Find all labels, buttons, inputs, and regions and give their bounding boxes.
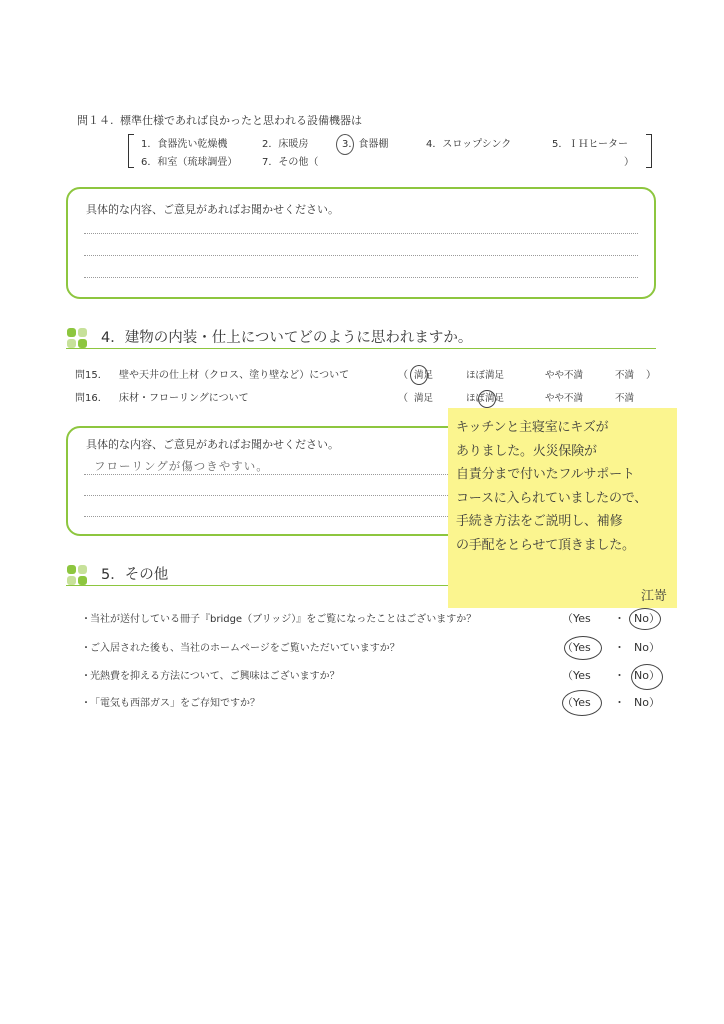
s5-q4-text: 「電気も西部ガス」をご存知ですか？ xyxy=(90,698,260,709)
sticky-signature: 江嵜 xyxy=(640,589,667,604)
s5-q4-dot: ・ xyxy=(614,696,625,709)
sticky-line-1: キッチンと主寝室にキズが xyxy=(456,420,609,435)
comment-box-1-prompt: 具体的な内容、ご意見があればお聞かせください。 xyxy=(86,203,339,216)
s5-q3-text: 光熱費を抑える方法について、ご興味はございますか？ xyxy=(90,671,340,682)
bullet: ・ xyxy=(81,614,91,625)
sticky-line-5: 手続き方法をご説明し、補修 xyxy=(456,514,623,529)
sticky-line-6: の手配をとらせて頂きました。 xyxy=(456,537,635,553)
sticky-note xyxy=(448,408,677,608)
sticky-line-3: 自責分まで付いたフルサポート xyxy=(456,467,635,482)
q16-choice-somewhat[interactable]: やや不満 xyxy=(545,393,584,404)
q14-option-7[interactable]: 7．その他（ xyxy=(262,157,319,168)
sticky-line-4: コースに入られていましたので、 xyxy=(456,490,648,506)
q14-selected-circle xyxy=(336,134,354,155)
section5-title: 5．その他 xyxy=(101,567,169,583)
bullet: ・ xyxy=(81,671,91,682)
q16-choice-mostly[interactable]: ほぼ満足 xyxy=(466,393,505,404)
section4-title: 4．建物の内装・仕上についてどのように思われますか。 xyxy=(101,330,473,346)
s5-q1-dot: ・ xyxy=(614,612,625,625)
s5-q2-selected-circle xyxy=(564,636,602,660)
q14-question: 標準仕様であれば良かったと思われる設備機器は xyxy=(120,114,362,127)
q16-label: 問16． xyxy=(75,393,108,404)
q15-text: 壁や天井の仕上材（クロス、塗り壁など）について xyxy=(119,370,350,381)
s5-q1-no[interactable]: No） xyxy=(634,612,660,625)
q15-choice-satisfied[interactable]: 満足 xyxy=(414,370,434,381)
comment-line xyxy=(84,255,638,256)
q15-paren-open: （ xyxy=(398,370,408,381)
q15-selected-circle xyxy=(410,365,428,385)
comment-box-1[interactable] xyxy=(66,187,656,299)
q16-paren-open: （ xyxy=(398,393,408,404)
q16-choice-unsatisfied[interactable]: 不満 xyxy=(615,393,635,404)
q14-option-1[interactable]: 1．食器洗い乾燥機 xyxy=(141,139,228,150)
q15-paren-close: ） xyxy=(646,370,656,381)
clover-icon xyxy=(67,565,89,587)
q14-option-6[interactable]: 6．和室（琉球調畳） xyxy=(141,157,238,168)
clover-icon xyxy=(67,328,89,350)
q14-option-2[interactable]: 2．床暖房 xyxy=(262,139,309,150)
comment-line xyxy=(84,277,638,278)
q16-choice-satisfied[interactable]: 満足 xyxy=(414,393,434,404)
q14-bracket-right xyxy=(646,134,652,168)
q14-close-paren: ） xyxy=(624,157,634,168)
s5-q4-selected-circle xyxy=(562,690,602,716)
s5-q3-no[interactable]: No） xyxy=(634,669,660,682)
comment-box-2-prompt: 具体的な内容、ご意見があればお聞かせください。 xyxy=(86,438,339,451)
q15-choice-somewhat[interactable]: やや不満 xyxy=(545,370,584,381)
q16-selected-circle xyxy=(478,390,496,408)
q14-label: 問１４. xyxy=(77,114,114,127)
comment-box-2-handwritten: フローリングが傷つきやすい。 xyxy=(94,459,269,473)
s5-q3-dot: ・ xyxy=(614,669,625,682)
q14-bracket-left xyxy=(128,134,134,168)
comment-line xyxy=(84,233,638,234)
q16-text: 床材・フローリングについて xyxy=(119,393,249,404)
q14-option-3[interactable]: 3．食器棚 xyxy=(342,139,389,150)
s5-q2-dot: ・ xyxy=(614,641,625,654)
s5-q3-selected-circle xyxy=(631,664,663,690)
s5-q2-no[interactable]: No） xyxy=(634,641,660,654)
s5-q3-yes[interactable]: （Yes xyxy=(562,669,591,682)
sticky-line-2: ありました。火災保険が xyxy=(456,443,597,459)
s5-q2-yes[interactable]: （Yes xyxy=(562,641,591,654)
s5-q1-yes[interactable]: （Yes xyxy=(562,612,591,625)
s5-q1-text: 当社が送付している冊子『bridge（ブリッジ）』をご覧になったことはございますか？ xyxy=(90,614,477,625)
section4-rule xyxy=(66,348,656,349)
s5-q4-yes[interactable]: （Yes xyxy=(562,696,591,709)
q15-label: 問15． xyxy=(75,370,108,381)
s5-q2-text: ご入居された後も、当社のホームページをご覧いただいていますか？ xyxy=(90,643,400,654)
bullet: ・ xyxy=(81,698,91,709)
q15-choice-unsatisfied[interactable]: 不満 xyxy=(615,370,635,381)
q14-option-5[interactable]: 5．ＩＨヒーター xyxy=(552,139,628,150)
bullet: ・ xyxy=(81,643,91,654)
s5-q4-no[interactable]: No） xyxy=(634,696,660,709)
q14-option-4[interactable]: 4．スロップシンク xyxy=(426,139,512,150)
section5-rule xyxy=(66,585,448,586)
s5-q1-selected-circle xyxy=(629,608,661,630)
q15-choice-mostly[interactable]: ほぼ満足 xyxy=(466,370,505,381)
